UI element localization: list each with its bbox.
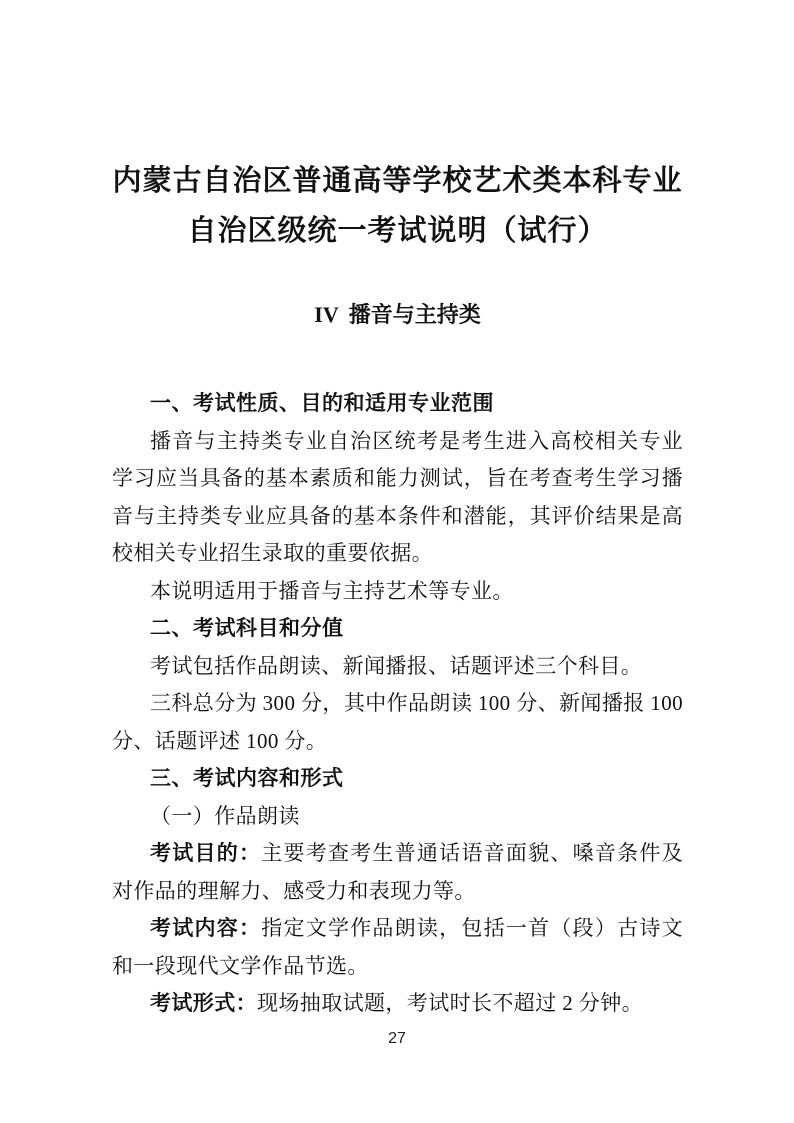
paragraph-text-exam-format: 现场抽取试题，考试时长不超过 2 分钟。 [257,991,643,1015]
heading-section-3-content-format: 三、考试内容和形式 [150,767,344,790]
title-line-1: 内蒙古自治区普通高等学校艺术类本科专业 [112,165,683,197]
document-title [112,156,683,256]
page-number: 27 [388,1030,406,1047]
paragraph-subjects: 考试包括作品朗读、新闻播报、话题评述三个科目。 [150,653,643,678]
subtitle-category-name: 播音与主持类 [348,302,481,327]
labeled-paragraph-exam-purpose [112,835,683,910]
paragraph-label-exam-format: 考试形式： [150,992,257,1015]
labeled-paragraph-exam-content [112,910,683,985]
paragraph-exam-nature-1: 播音与主持类专业自治区统考是考生进入高校相关专业学习应当具备的基本素质和能力测试，旨在考查考生学习播音与主持类专业应具备的基本条件和潜能，其评价结果是高校相关专业招生录取的重要依据。 [112,428,683,565]
category-subtitle [112,298,683,332]
paragraph-text-exam-purpose: 主要考查考生普通话语音面貌、嗓音条件及对作品的理解力、感受力和表现力等。 [112,841,683,903]
subsection-heading-work-reading: （一）作品朗读 [150,803,300,828]
paragraph-label-exam-content: 考试内容： [150,917,262,940]
heading-section-2-subjects-scores: 二、考试科目和分值 [150,617,344,640]
paragraph-exam-nature-2: 本说明适用于播音与主持艺术等专业。 [150,578,514,603]
subtitle-roman-numeral: IV [314,302,339,327]
title-line-2: 自治区级统一考试说明（试行） [187,215,608,247]
paragraph-label-exam-purpose: 考试目的： [150,842,262,865]
heading-section-1-exam-nature: 一、考试性质、目的和适用专业范围 [150,392,494,415]
paragraph-scores: 三科总分为 300 分，其中作品朗读 100 分、新闻播报 100 分、话题评述 100 分。 [112,691,683,753]
labeled-paragraph-exam-format [112,985,683,1023]
paragraph-text-exam-content: 指定文学作品朗读，包括一首（段）古诗文和一段现代文学作品节选。 [112,916,683,978]
